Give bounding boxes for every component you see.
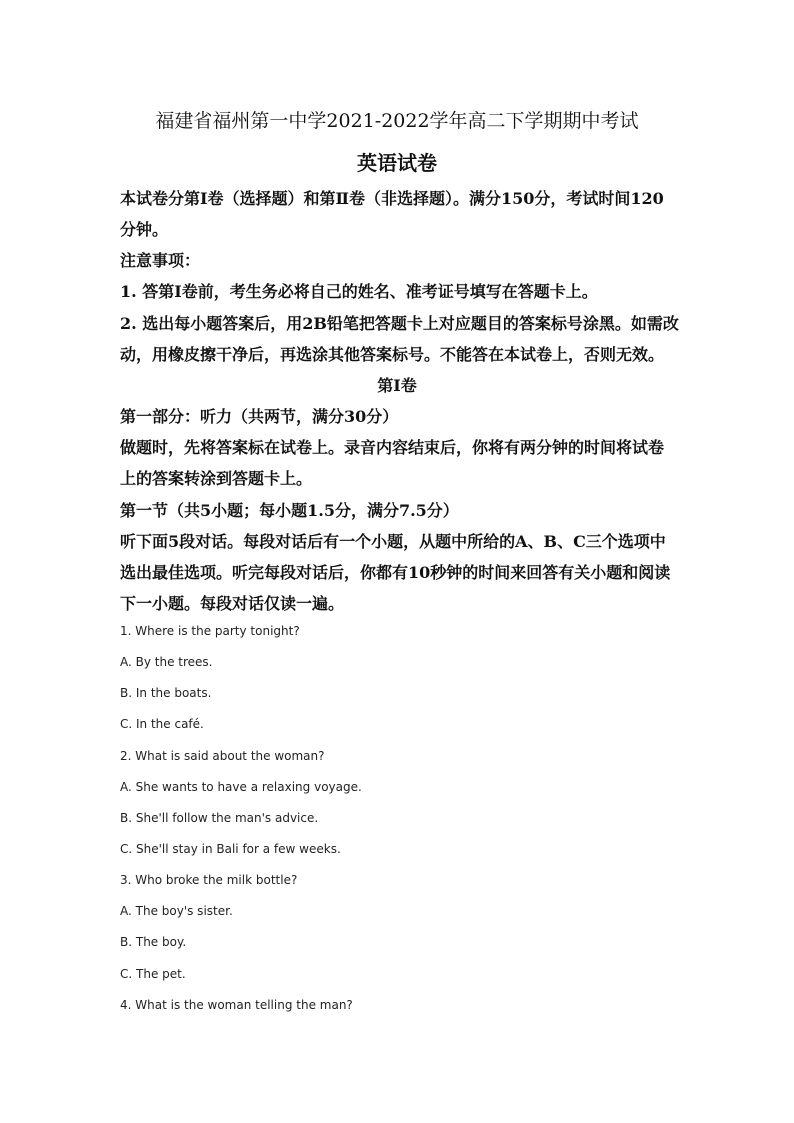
intro-line-1: 本试卷分第Ⅰ卷（选择题）和第Ⅱ卷（非选择题）。满分150分，考试时间120: [120, 189, 664, 208]
part1-instruction-line-1: 做题时，先将答案标在试卷上。录音内容结束后，你将有两分钟的时间将试卷: [120, 438, 665, 457]
part1-heading: 第一部分：听力（共两节，满分30分）: [120, 407, 399, 426]
question-2-option-a: A. She wants to have a relaxing voyage.: [120, 780, 362, 794]
question-3-stem: 3. Who broke the milk bottle?: [120, 873, 298, 887]
question-3-option-a: A. The boy's sister.: [120, 904, 233, 918]
question-2-stem: 2. What is said about the woman?: [120, 749, 325, 763]
question-4-stem: 4. What is the woman telling the man?: [120, 998, 353, 1012]
question-1-option-a: A. By the trees.: [120, 655, 213, 669]
question-1-stem: 1. Where is the party tonight?: [120, 624, 300, 638]
section1-heading: 第一节（共5小题；每小题1.5分，满分7.5分）: [120, 501, 459, 520]
part1-instruction-line-2: 上的答案转涂到答题卡上。: [120, 469, 313, 488]
notes-heading: 注意事项：: [120, 251, 201, 270]
question-3-option-b: B. The boy.: [120, 935, 187, 949]
notes-item-2-line-1: 2. 选出每小题答案后，用2B铅笔把答题卡上对应题目的答案标号涂黑。如需改: [120, 314, 679, 333]
notes-item-2-line-2: 动，用橡皮擦干净后，再选涂其他答案标号。不能答在本试卷上，否则无效。: [120, 345, 665, 364]
volume-label: 第Ⅰ卷: [377, 376, 417, 395]
question-1-option-b: B. In the boats.: [120, 686, 212, 700]
intro-line-2: 分钟。: [120, 220, 169, 239]
section1-instruction-line-3: 下一小题。每段对话仅读一遍。: [120, 594, 345, 613]
section1-instruction-line-2: 选出最佳选项。听完每段对话后，你都有10秒钟的时间来回答有关小题和阅读: [120, 563, 671, 582]
question-3-option-c: C. The pet.: [120, 967, 186, 981]
section1-instruction-line-1: 听下面5段对话。每段对话后有一个小题，从题中所给的A、B、C三个选项中: [120, 532, 666, 551]
page-title: 福建省福州第一中学2021-2022学年高二下学期期中考试: [155, 110, 639, 132]
question-2-option-b: B. She'll follow the man's advice.: [120, 811, 319, 825]
subject-title: 英语试卷: [357, 151, 437, 175]
question-2-option-c: C. She'll stay in Bali for a few weeks.: [120, 842, 341, 856]
question-1-option-c: C. In the café.: [120, 717, 204, 731]
notes-item-1: 1. 答第Ⅰ卷前，考生务必将自己的姓名、准考证号填写在答题卡上。: [120, 282, 598, 301]
